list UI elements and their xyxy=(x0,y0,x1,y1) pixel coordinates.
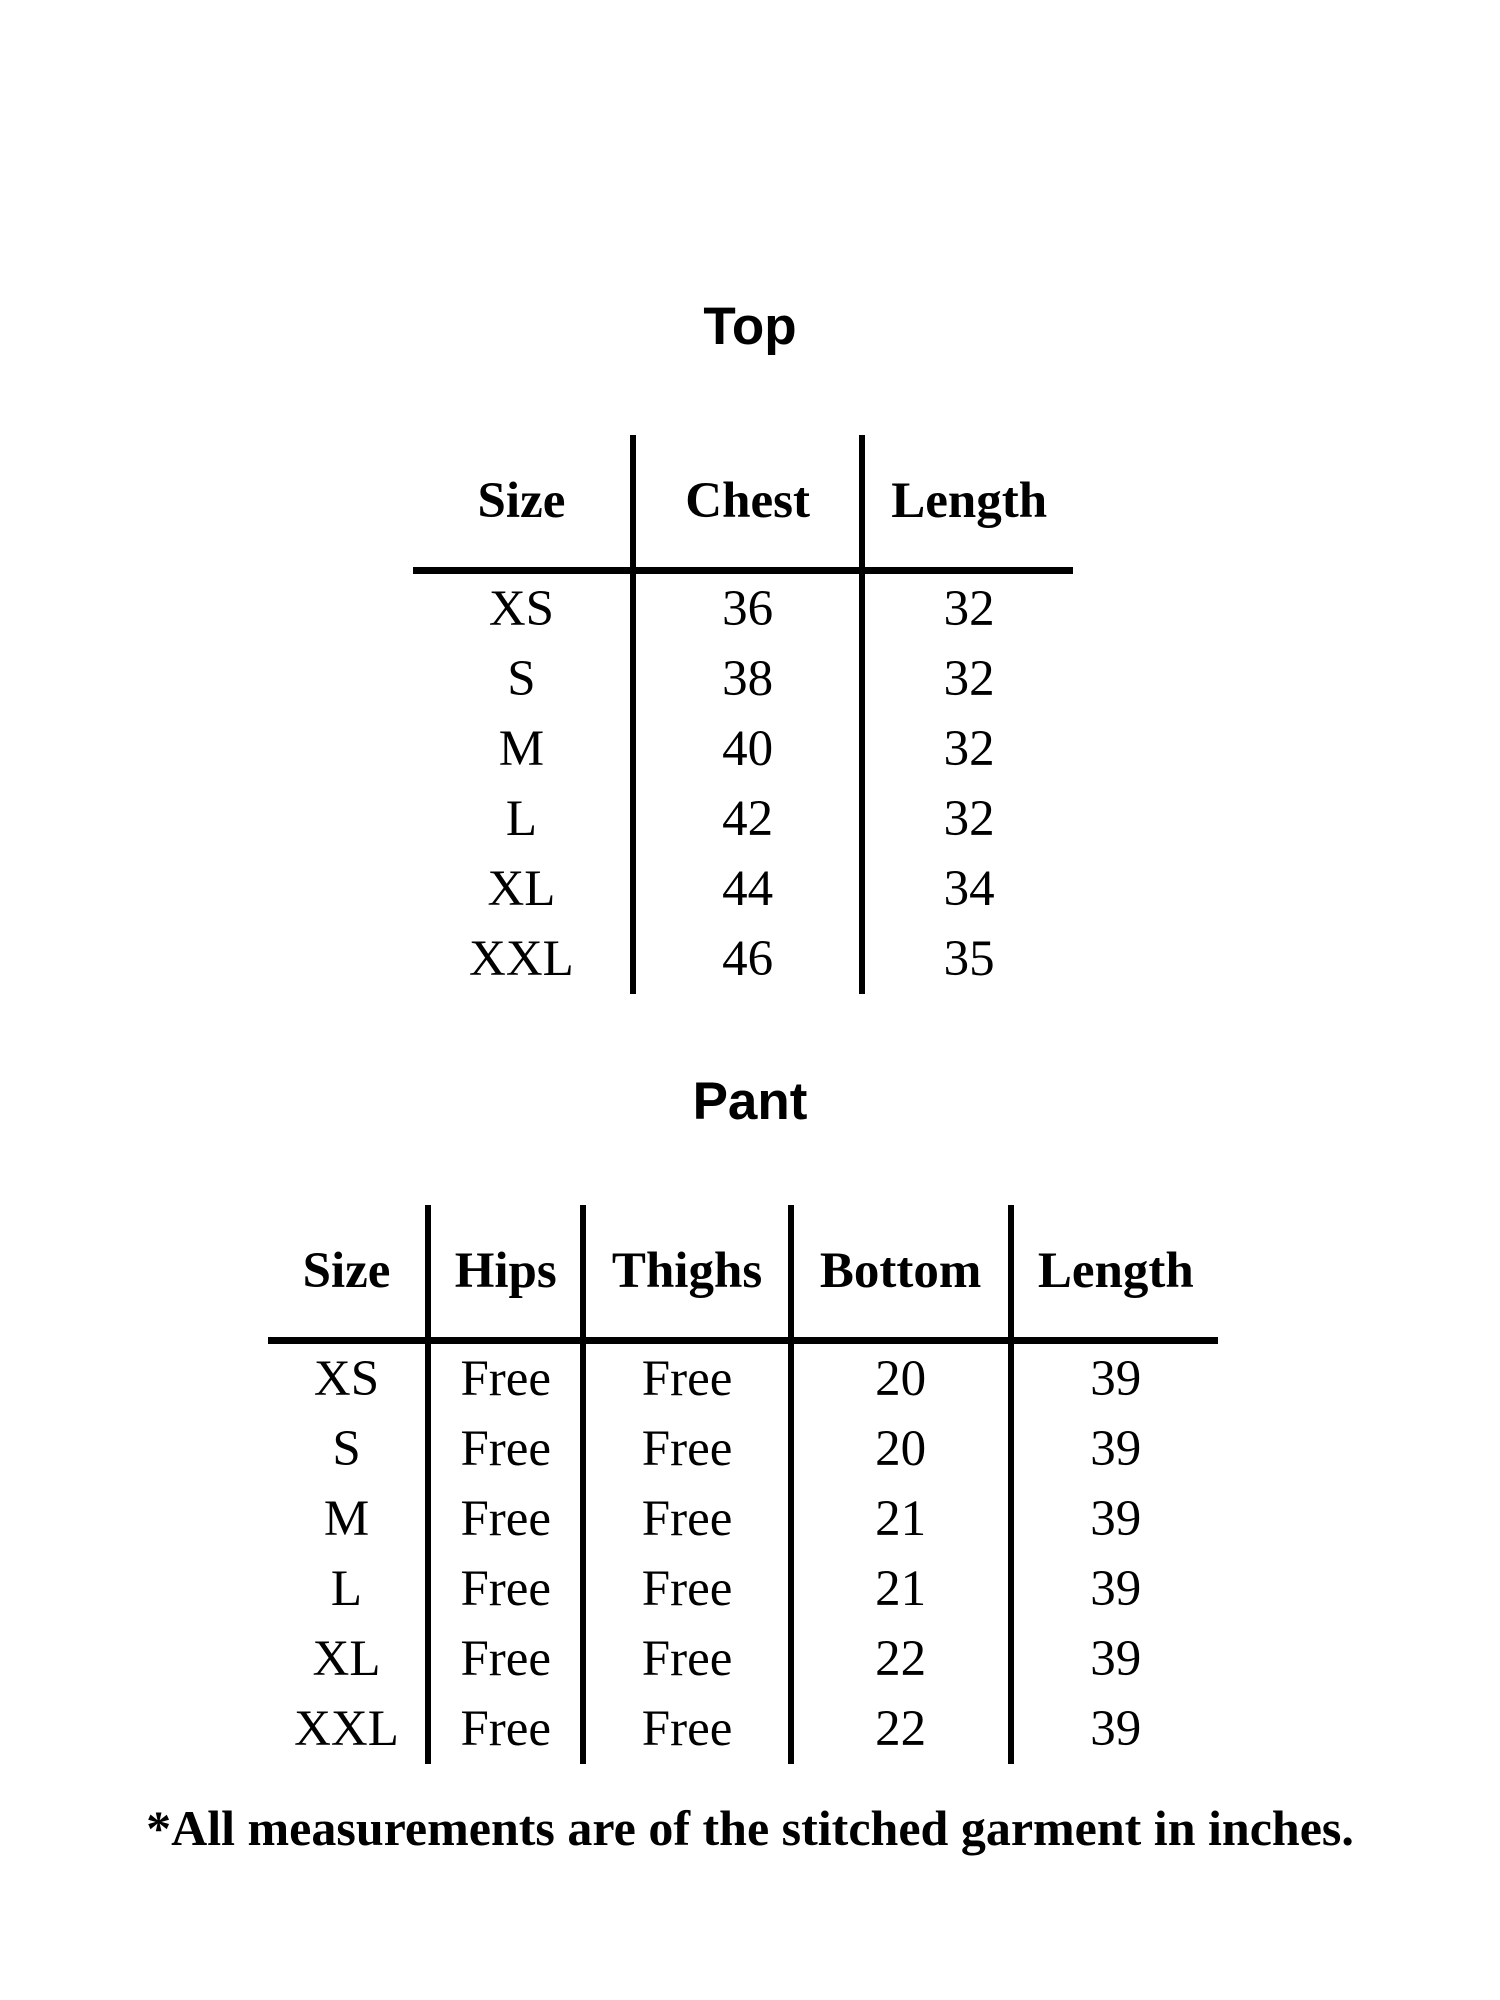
size-cell: XL xyxy=(487,861,556,917)
size-cell: L xyxy=(330,1561,363,1617)
length-cell: 39 xyxy=(1011,1554,1218,1624)
column-header-hips: Hips xyxy=(428,1205,583,1341)
table-row xyxy=(268,1554,1218,1624)
bottom-cell: 21 xyxy=(791,1554,1011,1624)
hips-cell: Free xyxy=(428,1694,583,1764)
size-cell: L xyxy=(505,791,538,847)
measurement-note: *All measurements are of the stitched garment in inches. xyxy=(146,1800,1354,1856)
column-header-length: Length xyxy=(862,435,1073,571)
thighs-cell: Free xyxy=(583,1694,790,1764)
size-cell: M xyxy=(323,1491,370,1547)
pant-table-title: Pant xyxy=(692,1072,808,1131)
thighs-cell: Free xyxy=(583,1341,790,1415)
thighs-cell: Free xyxy=(583,1484,790,1554)
table-row xyxy=(413,854,1073,924)
length-cell: 32 xyxy=(862,571,1073,645)
column-header-thighs: Thighs xyxy=(583,1205,790,1341)
size-cell: XS xyxy=(488,581,555,637)
table-row xyxy=(268,1414,1218,1484)
hips-cell: Free xyxy=(428,1341,583,1415)
chest-cell: 46 xyxy=(633,924,862,994)
size-cell: XL xyxy=(312,1631,381,1687)
table-header-row xyxy=(268,1205,1218,1341)
table-header-row xyxy=(413,435,1073,571)
column-header-chest: Chest xyxy=(633,435,862,571)
hips-cell: Free xyxy=(428,1554,583,1624)
table-row xyxy=(413,924,1073,994)
length-cell: 32 xyxy=(862,714,1073,784)
bottom-cell: 21 xyxy=(791,1484,1011,1554)
thighs-cell: Free xyxy=(583,1414,790,1484)
length-cell: 32 xyxy=(862,644,1073,714)
chest-cell: 38 xyxy=(633,644,862,714)
column-header-length: Length xyxy=(1011,1205,1218,1341)
length-cell: 39 xyxy=(1011,1624,1218,1694)
thighs-cell: Free xyxy=(583,1554,790,1624)
top-table-title: Top xyxy=(703,297,797,356)
size-cell: S xyxy=(332,1421,361,1477)
bottom-cell: 22 xyxy=(791,1624,1011,1694)
length-cell: 39 xyxy=(1011,1484,1218,1554)
bottom-cell: 20 xyxy=(791,1414,1011,1484)
bottom-cell: 22 xyxy=(791,1694,1011,1764)
length-cell: 39 xyxy=(1011,1341,1218,1415)
size-cell: XS xyxy=(313,1351,380,1407)
length-cell: 32 xyxy=(862,784,1073,854)
hips-cell: Free xyxy=(428,1414,583,1484)
top-size-table xyxy=(413,435,1073,994)
chest-cell: 44 xyxy=(633,854,862,924)
column-header-size: Size xyxy=(268,1205,428,1341)
table-row xyxy=(268,1484,1218,1554)
chest-cell: 36 xyxy=(633,571,862,645)
chest-cell: 40 xyxy=(633,714,862,784)
table-row xyxy=(268,1694,1218,1764)
column-header-size: Size xyxy=(413,435,633,571)
table-row xyxy=(268,1341,1218,1415)
length-cell: 35 xyxy=(862,924,1073,994)
pant-size-table xyxy=(268,1205,1218,1764)
length-cell: 34 xyxy=(862,854,1073,924)
table-row xyxy=(413,784,1073,854)
hips-cell: Free xyxy=(428,1624,583,1694)
table-row xyxy=(413,644,1073,714)
size-cell: XXL xyxy=(294,1701,399,1757)
length-cell: 39 xyxy=(1011,1694,1218,1764)
length-cell: 39 xyxy=(1011,1414,1218,1484)
table-row xyxy=(413,571,1073,645)
size-cell: XXL xyxy=(469,931,574,987)
size-cell: S xyxy=(507,651,536,707)
table-row xyxy=(268,1624,1218,1694)
bottom-cell: 20 xyxy=(791,1341,1011,1415)
thighs-cell: Free xyxy=(583,1624,790,1694)
chest-cell: 42 xyxy=(633,784,862,854)
column-header-bottom: Bottom xyxy=(791,1205,1011,1341)
table-row xyxy=(413,714,1073,784)
hips-cell: Free xyxy=(428,1484,583,1554)
size-cell: M xyxy=(498,721,545,777)
